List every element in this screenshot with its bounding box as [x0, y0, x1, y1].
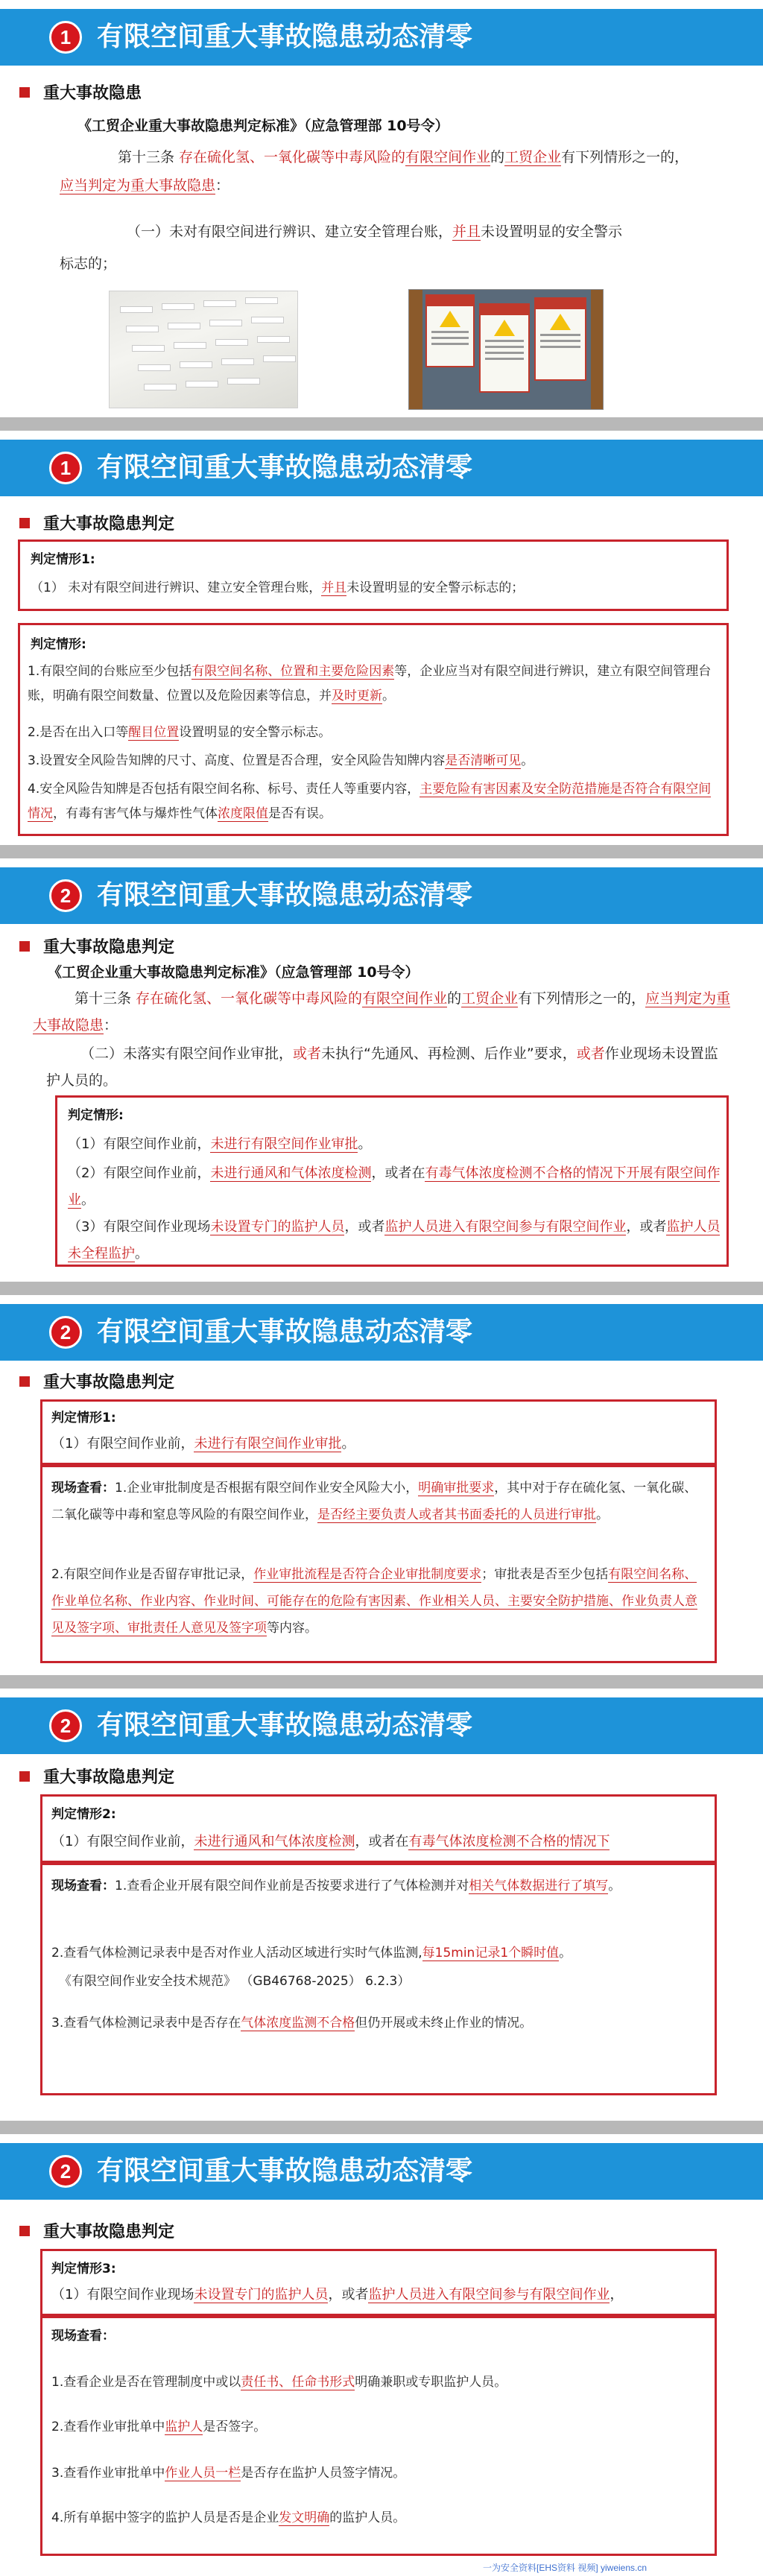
site-check-item-1: 现场查看：1.查看企业开展有限空间作业前是否按要求进行了气体检测并对相关气体数据进行了填写。: [51, 1879, 621, 1893]
square-bullet-icon: [19, 1376, 30, 1387]
ledger-labels-photo: [109, 291, 298, 408]
judgement-label: 判定情形:: [68, 1108, 124, 1123]
warning-triangle-icon: [550, 314, 571, 330]
case-label: 判定情形1:: [31, 552, 95, 567]
title-banner: [0, 1304, 763, 1361]
slide-4: [0, 1295, 763, 1675]
footer-watermark: 一为安全资料[EHS资料 视频] yiweiens.cn: [483, 2563, 648, 2573]
slide-3: [0, 858, 763, 1282]
clause-1-text: （一）未对有限空间进行辨识、建立安全管理台账，并且未设置明显的安全警示: [127, 224, 623, 240]
case-1-text: （1）有限空间作业前，未进行有限空间作业审批。: [51, 1436, 355, 1452]
judgement-item-1: 1.有限空间的台账应至少包括有限空间名称、位置和主要危险因素等，企业应当对有限空间进行辨识，建立有限空间管理台账，明确有限空间数量、位置以及危险因素等信息，并及时更新。: [28, 664, 712, 703]
slide-title: 有限空间重大事故隐患动态清零: [97, 1317, 473, 1347]
article-13-text: 第十三条 存在硫化氢、一氧化碳等中毒风险的有限空间作业的工贸企业有下列情形之一的，应当判定为重大事故隐患：: [33, 990, 731, 1034]
judgement-label: 判定情形:: [31, 637, 86, 652]
slide-number-badge: 1: [49, 21, 82, 54]
clause-2-text: （二）未落实有限空间作业审批，或者未执行“先通风、再检测、后作业”要求，或者作业现场未设置监护人员的。: [46, 1045, 718, 1089]
slide-title: 有限空间重大事故隐患动态清零: [97, 880, 473, 911]
section-heading: 重大事故隐患判定: [19, 2222, 174, 2243]
site-check-item-2: 2.有限空间作业是否留存审批记录，作业审批流程是否符合企业审批制度要求；审批表是否至少包括有限空间名称、作业单位名称、作业内容、作业时间、可能存在的危险有害因素、作业相关人员、主要安全防护措施、作业负责人意见及签字项、审批责任人意见及签字项等内容。: [51, 1567, 697, 1636]
judgement-box: [55, 1095, 729, 1267]
square-bullet-icon: [19, 87, 30, 98]
site-check-item-2: 2.查看气体检测记录表中是否对作业人活动区域进行实时气体监测,每15min记录1个瞬时值。: [51, 1946, 572, 1961]
slide-5: [0, 1689, 763, 2121]
site-check-item-1: 现场查看：1.企业审批制度是否根据有限空间作业安全风险大小，明确审批要求，其中对于存在硫化氢、一氧化碳、二氧化碳等中毒和窒息等风险的有限空间作业，是否经主要负责人或者其书面委托的人员进行审批。: [51, 1481, 697, 1522]
square-bullet-icon: [19, 2226, 30, 2236]
article-13-text: 第十三条 存在硫化氢、一氧化碳等中毒风险的有限空间作业的工贸企业有下列情形之一的，应当判定为重大事故隐患：: [60, 149, 689, 194]
slide-title: 有限空间重大事故隐患动态清零: [97, 1710, 473, 1741]
case-2-box: [40, 1794, 717, 1863]
warning-signs-photo: [408, 289, 604, 410]
section-heading: 重大事故隐患判定: [19, 1373, 174, 1393]
judgement-item-4: 4.安全风险告知牌是否包括有限空间名称、标号、责任人等重要内容，主要危险有害因素及安全防范措施是否符合有限空间情况，有毒有害气体与爆炸性气体浓度限值是否有误。: [28, 782, 712, 821]
case-1-text: （1） 未对有限空间进行辨识、建立安全管理台账，并且未设置明显的安全警示标志的；: [31, 580, 525, 595]
clause-1-text-end: 标志的；: [60, 256, 117, 272]
slide-number-badge: 2: [49, 2155, 82, 2188]
case-1-box: [18, 539, 729, 611]
site-check-item-3: 3.查看气体检测记录表中是否存在气体浓度监测不合格但仍开展或未终止作业的情况。: [51, 2016, 533, 2031]
case-2-text: （1）有限空间作业前，未进行通风和气体浓度检测，或者在有毒气体浓度检测不合格的情况下: [51, 1834, 610, 1849]
title-banner: [0, 1697, 763, 1754]
judgement-box: [18, 623, 729, 836]
slide-number-badge: 1: [49, 452, 82, 484]
site-check-item-3: 3.查看作业审批单中作业人员一栏是否存在监护人员签字情况。: [51, 2466, 406, 2481]
case-3-text: （1）有限空间作业现场未设置专门的监护人员，或者监护人员进入有限空间参与有限空间作业，: [51, 2287, 624, 2303]
title-banner: [0, 9, 763, 66]
case-3-box: [40, 2249, 717, 2316]
section-heading: 重大事故隐患判定: [19, 514, 174, 535]
slide-number-badge: 2: [49, 1316, 82, 1349]
judgement-item-2: （2）有限空间作业前，未进行通风和气体浓度检测，或者在有毒气体浓度检测不合格的情况下开展有限空间作业。: [68, 1165, 721, 1208]
case-label: 判定情形3:: [51, 2262, 116, 2276]
case-label: 判定情形2:: [51, 1807, 116, 1822]
slide-number-badge: 2: [49, 879, 82, 912]
square-bullet-icon: [19, 1771, 30, 1782]
title-banner: [0, 2143, 763, 2200]
site-check-box: [40, 2316, 717, 2556]
title-banner: [0, 867, 763, 924]
case-1-box: [40, 1399, 717, 1465]
site-check-label: 现场查看：: [51, 2329, 115, 2344]
judgement-item-3: （3）有限空间作业现场未设置专门的监护人员，或者监护人员进入有限空间参与有限空间作业，或者监护人员未全程监护。: [68, 1219, 721, 1262]
site-check-item-1: 1.查看企业是否在管理制度中或以责任书、任命书形式明确兼职或专职监护人员。: [51, 2375, 507, 2390]
site-check-item-2: 2.查看作业审批单中监护人是否签字。: [51, 2420, 267, 2434]
judgement-item-3: 3.设置安全风险告知牌的尺寸、高度、位置是否合理，安全风险告知牌内容是否清晰可见。: [28, 753, 534, 768]
slide-number-badge: 2: [49, 1709, 82, 1742]
square-bullet-icon: [19, 518, 30, 528]
title-banner: [0, 440, 763, 496]
warning-triangle-icon: [494, 320, 515, 336]
site-check-item-4: 4.所有单据中签字的监护人员是否是企业发文明确的监护人员。: [51, 2510, 406, 2525]
judgement-item-1: （1）有限空间作业前，未进行有限空间作业审批。: [68, 1136, 372, 1152]
square-bullet-icon: [19, 941, 30, 952]
section-heading: 重大事故隐患判定: [19, 1768, 174, 1788]
slide-title: 有限空间重大事故隐患动态清零: [97, 452, 473, 483]
site-check-box: [40, 1863, 717, 2095]
slide-title: 有限空间重大事故隐患动态清零: [97, 22, 473, 52]
section-heading: 重大事故隐患: [19, 83, 142, 104]
standard-title: 《工贸企业重大事故隐患判定标准》（应急管理部 10号令）: [48, 964, 420, 981]
judgement-item-2: 2.是否在出入口等醒目位置设置明显的安全警示标志。: [28, 725, 332, 740]
standard-title: 《工贸企业重大事故隐患判定标准》（应急管理部 10号令）: [77, 118, 449, 134]
section-heading: 重大事故隐患判定: [19, 937, 174, 958]
slide-2: [0, 431, 763, 845]
slide-1: [0, 0, 763, 417]
site-check-item-2-standard: 《有限空间作业安全技术规范》 （GB46768-2025） 6.2.3）: [59, 1974, 411, 1989]
warning-triangle-icon: [440, 311, 460, 327]
case-label: 判定情形1:: [51, 1411, 116, 1425]
site-check-box: [40, 1465, 717, 1663]
slide-6: [0, 2134, 763, 2576]
slide-title: 有限空间重大事故隐患动态清零: [97, 2156, 473, 2186]
